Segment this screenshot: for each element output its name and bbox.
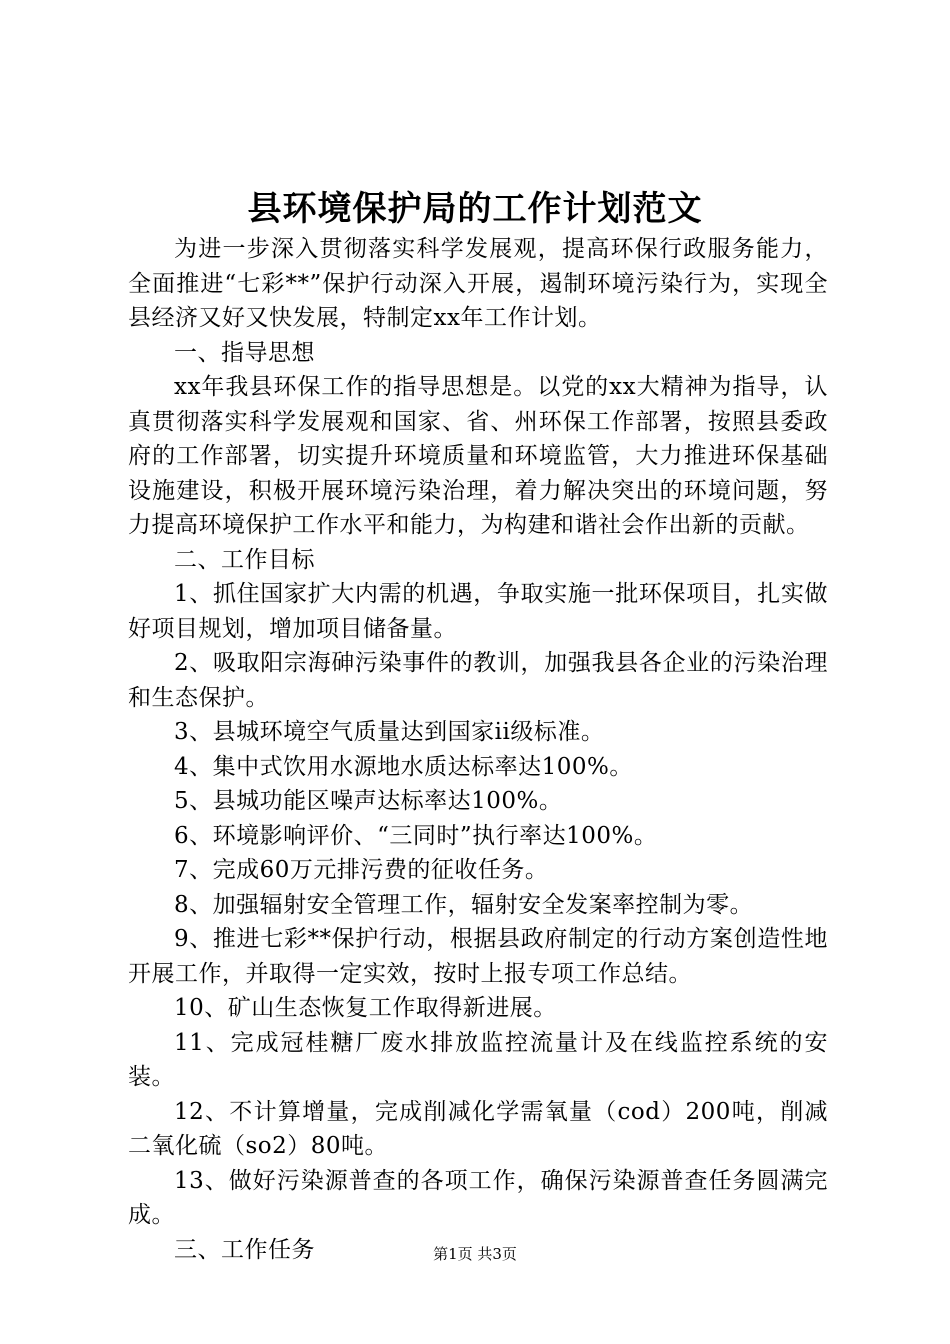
goal-item-11: 11、完成冠桂糖厂废水排放监控流量计及在线监控系统的安装。 <box>128 1029 828 1090</box>
guiding-thought-paragraph: xx年我县环保工作的指导思想是。以党的xx大精神为指导，认真贯彻落实科学发展观和国家、省、州环保工作部署，按照县委政府的工作部署，切实提升环境质量和环境监管，大力推进环保基础设施建设，积极开展环境污染治理，着力解决突出的环境问题，努力提高环境保护工作水平和能力，为构建和谐社会作出新的贡献。 <box>128 374 828 538</box>
goal-item-4: 4、集中式饮用水源地水质达标率达100%。 <box>174 753 633 780</box>
goal-item-2: 2、吸取阳宗海砷污染事件的教训，加强我县各企业的污染治理和生态保护。 <box>128 650 828 711</box>
document-body <box>128 232 828 1267</box>
section-heading-work-goals: 二、工作目标 <box>174 546 315 573</box>
goal-item-3: 3、县城环境空气质量达到国家ii级标准。 <box>174 719 605 745</box>
intro-paragraph: 为进一步深入贯彻落实科学发展观，提高环保行政服务能力，全面推进“七彩**”保护行动深入开展，遏制环境污染行为，实现全县经济又好又快发展，特制定xx年工作计划。 <box>128 236 828 331</box>
page-number-footer: 第1页 共3页 <box>433 1245 517 1263</box>
section-heading-guiding-thought: 一、指导思想 <box>174 339 315 366</box>
goal-item-6: 6、环境影响评价、“三同时”执行率达100%。 <box>174 822 658 849</box>
goal-item-5: 5、县城功能区噪声达标率达100%。 <box>174 788 563 814</box>
goal-item-8: 8、加强辐射安全管理工作，辐射安全发案率控制为零。 <box>174 891 754 918</box>
goal-item-9: 9、推进七彩**保护行动，根据县政府制定的行动方案创造性地开展工作，并取得一定实效，按时上报专项工作总结。 <box>128 926 828 987</box>
goal-item-1: 1、抓住国家扩大内需的机遇，争取实施一批环保项目，扎实做好项目规划，增加项目储备量。 <box>128 581 828 642</box>
goal-item-10: 10、矿山生态恢复工作取得新进展。 <box>174 995 557 1021</box>
goal-item-13: 13、做好污染源普查的各项工作，确保污染源普查任务圆满完成。 <box>128 1167 828 1228</box>
goal-item-12: 12、不计算增量，完成削减化学需氧量（cod）200吨，削减二氧化硫（so2）80吨。 <box>128 1098 828 1159</box>
document-title: 县环境保护局的工作计划范文 <box>247 189 703 229</box>
goal-item-7: 7、完成60万元排污费的征收任务。 <box>174 857 549 883</box>
section-heading-work-tasks: 三、工作任务 <box>174 1236 315 1263</box>
